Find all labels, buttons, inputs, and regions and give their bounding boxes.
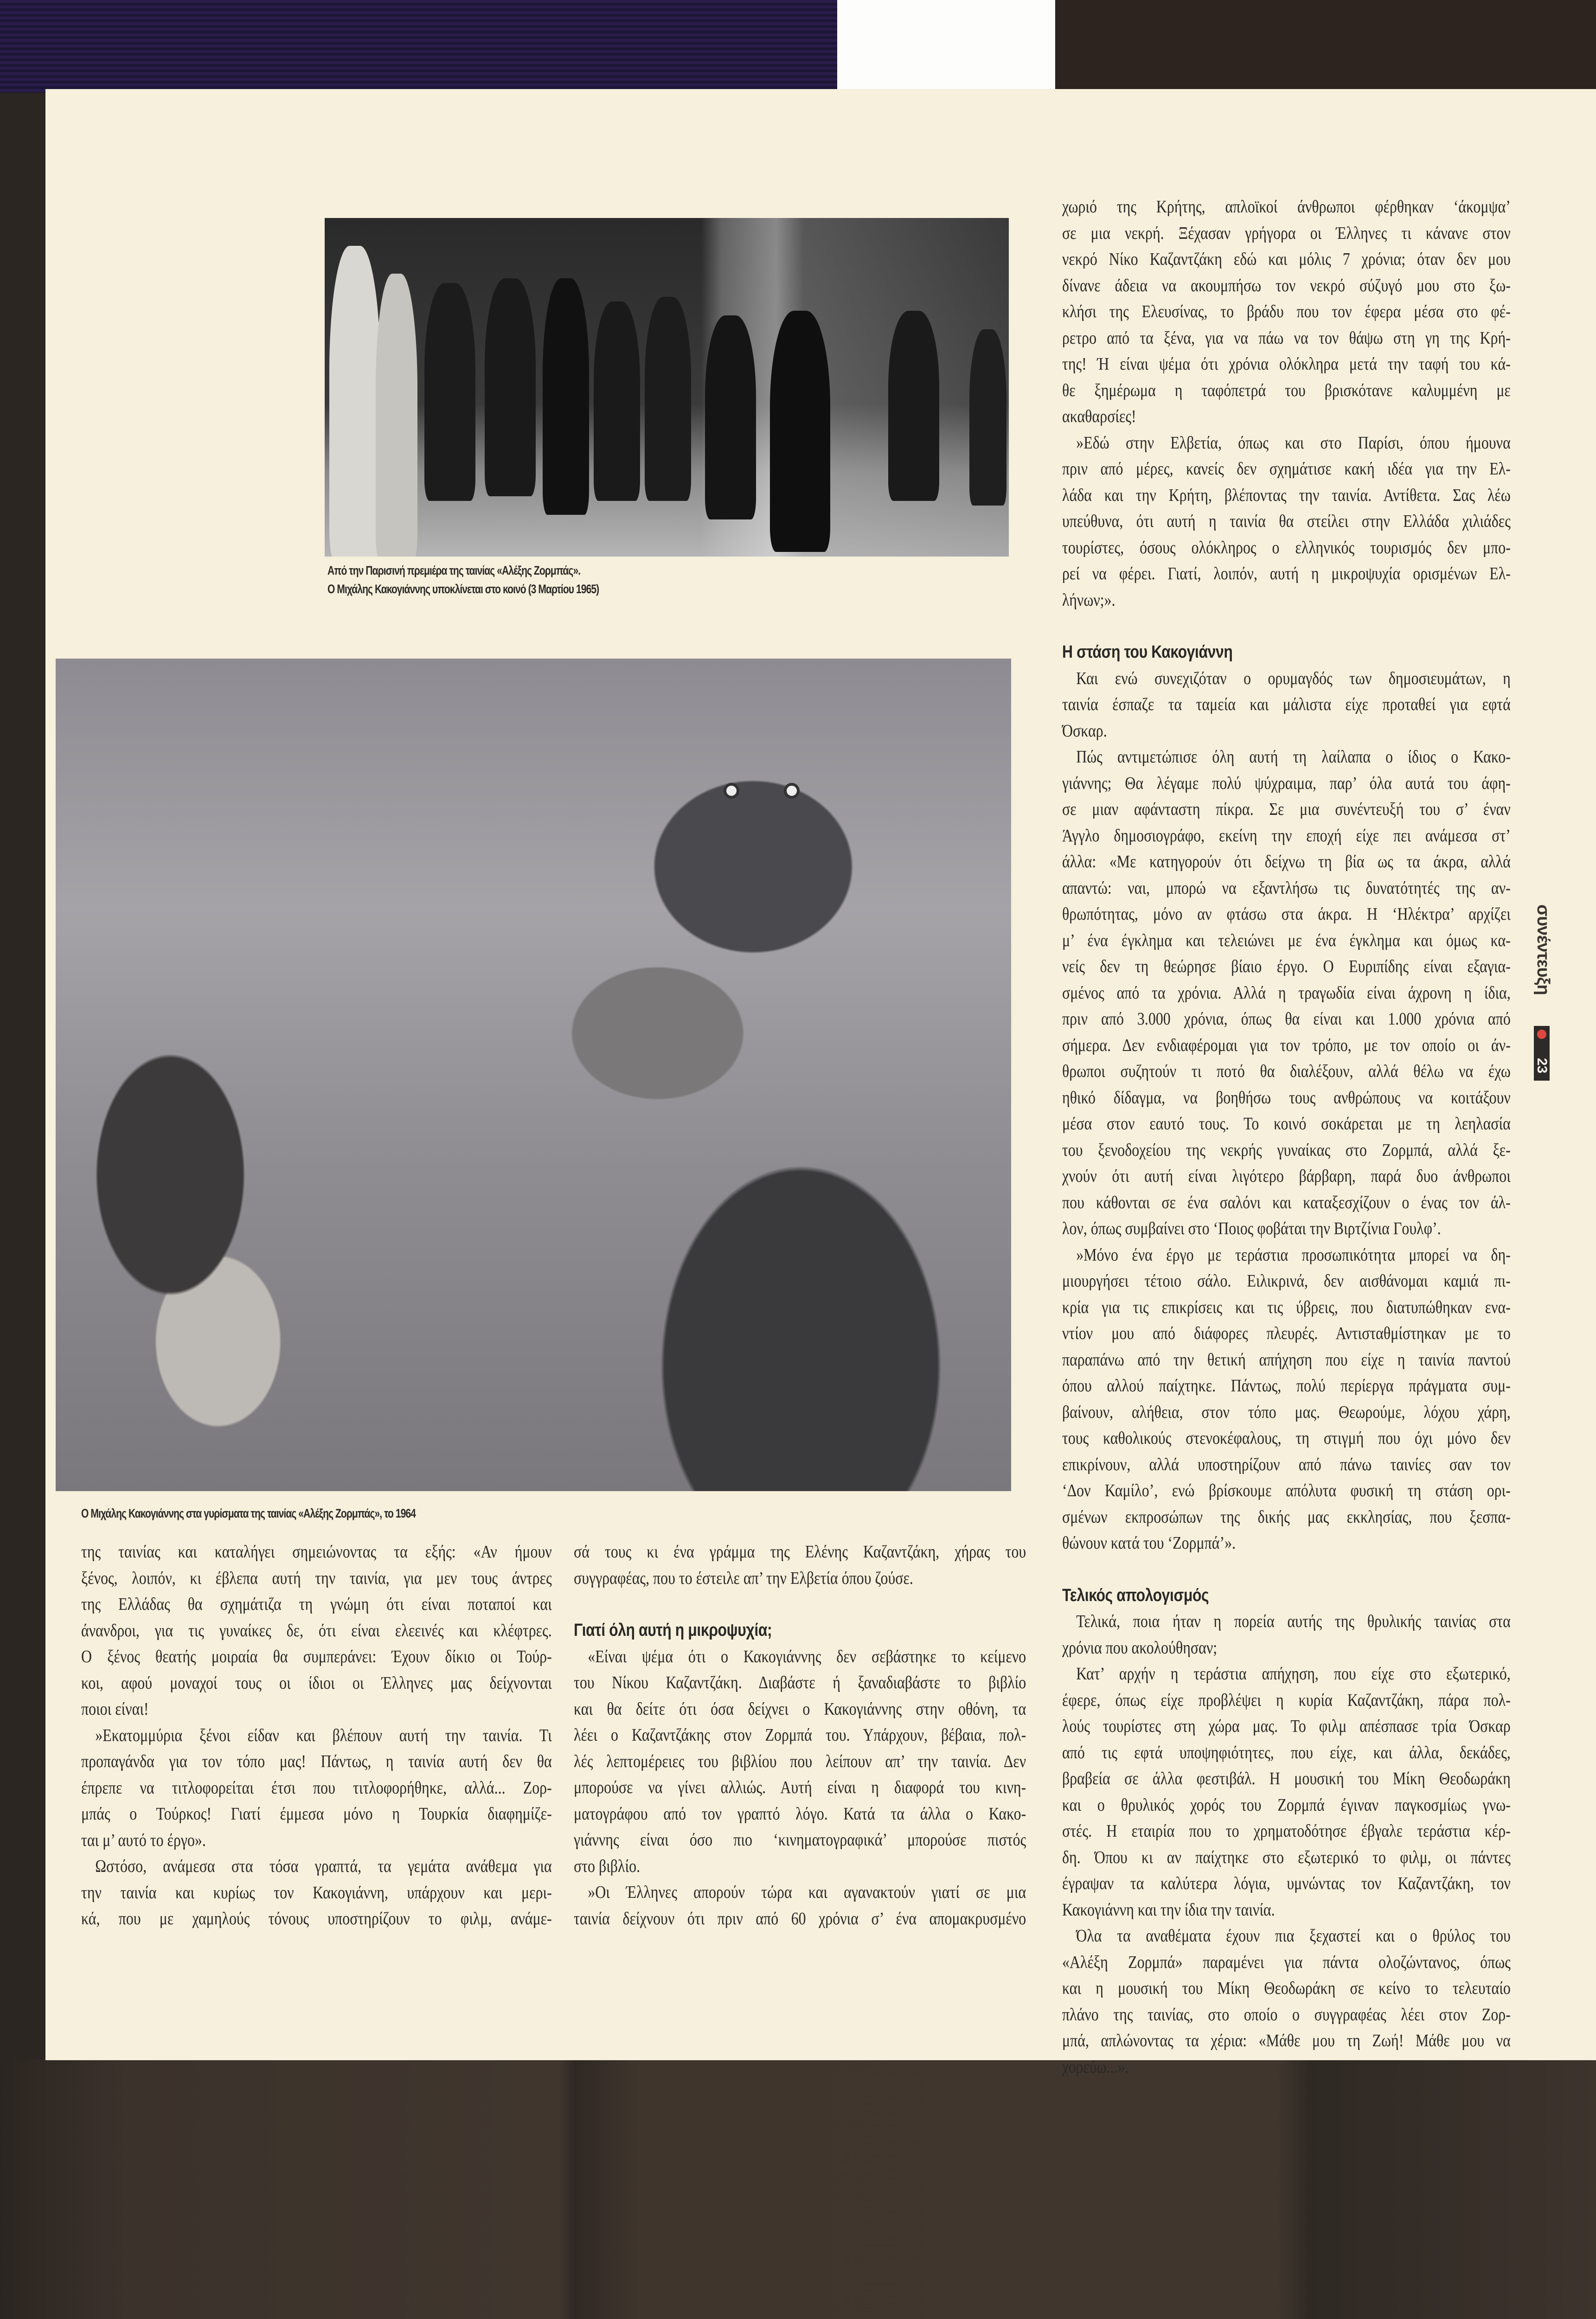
scan-background-left — [0, 93, 45, 2319]
text-line: Όσκαρ. — [1062, 721, 1107, 741]
text-line: στές. Η εταιρία που το χρηματοδότησε έβγαλε τεράστια κέρ- — [1062, 1821, 1511, 1841]
text-line: της ταινίας και καταλήγει σημειώνοντας τα εξής: «Αν ήμουν — [81, 1542, 552, 1562]
text-line: όπου αλλού παίχτηκε. Πάντως, πολύ περίεργα πράγματα συμ- — [1062, 1376, 1511, 1396]
text-line: επικρίνουν, αλλά υποστηρίζουν από πάνω ταινίες σαν τον — [1062, 1454, 1511, 1474]
text-line: Ο ξένος θεατής μοιραία θα συμπεράνει: Έχουν δίκιο οι Τούρ- — [81, 1647, 552, 1666]
text-line: λήνων;». — [1062, 590, 1115, 610]
text-line: τουρίστες, όσους ολόκληρος ο ελληνικός τουρισμός δεν μπο- — [1062, 538, 1511, 557]
text-line: τους καθολικούς στενοκέφαλους, τη στιγμή που όχι μόνο δεν — [1062, 1429, 1511, 1448]
text-line: έγραψαν τα καλύτερα λόγια, υμνώντας τον Καζαντζάκη, τον — [1062, 1874, 1511, 1893]
section-heading-kakogiannis-stance: Η στάση του Κακογιάννη — [1062, 642, 1233, 662]
text-line: ντίον μου από διάφορες πλευρές. Αντισταθμίστηκαν με το — [1062, 1324, 1511, 1343]
text-line: γιάννης είναι όσο πιο ‘κινηματογραφικά’ μπορούσε πιστός — [574, 1830, 1026, 1850]
text-line: θρωποι συζητούν τι ποτό θα διαλέξουν, αλλά θέλω να έχω — [1062, 1062, 1511, 1081]
text-line: του ξενοδοχείου της νεκρής γυναίκας στο Ζορμπά, αλλά ξε- — [1062, 1140, 1511, 1160]
text-line: της! Ή είναι ψέμα ότι χρόνια ολόκληρα μετά την ταφή του κά- — [1062, 354, 1511, 374]
text-line: χορεύω...». — [1062, 2057, 1129, 2077]
photo-hat-eyelet — [724, 783, 739, 799]
photo-figure-dancer — [485, 278, 536, 496]
text-line: Πώς αντιμετώπισε όλη αυτή τη λαίλαπα ο ίδιος ο Κακο- — [1076, 747, 1511, 767]
scan-background-top-right — [1055, 0, 1596, 93]
premiere-photo-caption-line-2: Ο Μιχάλης Κακογιάννης υποκλίνεται στο κοινό (3 Μαρτίου 1965) — [327, 582, 599, 596]
scan-background-top-middle — [837, 0, 1055, 93]
photo-figure-woman — [376, 274, 417, 557]
text-line: πριν από μέρες, κανείς δεν σχημάτισε κακή ιδέα για την Ελ- — [1062, 459, 1511, 479]
text-line: Άγγλο δημοσιογράφο, εκείνη την εποχή είχε πει ανάμεσα στ’ — [1062, 826, 1511, 846]
text-line: νείς δεν τη θεώρησε βίαιο έργο. Ο Ευριπίδης είναι εξαγια- — [1062, 957, 1511, 976]
text-line: σε μιαν αφάνταστη πίκρα. Σε μια συνέντευξή του σ’ έναν — [1062, 800, 1511, 819]
photo-figure-dancer — [424, 283, 475, 501]
photo-figure-woman — [329, 246, 380, 557]
text-line: ματογράφου από τον γραπτό λόγο. Κατά τα άλλα ο Κακο- — [574, 1804, 1026, 1824]
text-line: ταινία δείχνουν ότι πριν από 60 χρόνια σ’ ένα απομακρυσμένο — [574, 1909, 1026, 1928]
text-line: στο βιβλίο. — [574, 1856, 641, 1876]
text-line: λάδα και την Κρήτη, βλέποντας την ταινία. Αντίθετα. Σας λέω — [1062, 485, 1511, 505]
text-line: που κάθονται σε ένα σαλόνι και καταξεσχίζουν ο ένας τον άλ- — [1062, 1192, 1511, 1212]
text-line: ρετρο από τα ξένα, για να πάω να τον θάψω στη γη της Κρή- — [1062, 328, 1511, 348]
text-line: δη. Όπου κι αν παίχτηκε στο εξωτερικό το φιλμ, οι πάντες — [1062, 1847, 1511, 1867]
text-line: νεκρό Νίκο Καζαντζάκη εδώ και μόλις 7 χρόνια; όταν δεν μου — [1062, 250, 1511, 269]
text-line: και η μουσική του Μίκη Θεοδωράκη σε κείνο το τελευταίο — [1062, 1979, 1511, 1998]
text-line: «Είναι ψέμα ότι ο Κακογιάννης δεν σεβάστηκε το κείμενο — [588, 1646, 1026, 1666]
text-line: συγγραφέας, που το έστειλε απ’ την Ελβετία όπου ζούσε. — [574, 1568, 913, 1588]
text-line: μ’ ένα έγκλημα και τελειώνει με ένα έγκλημα και όμως κα- — [1062, 930, 1511, 950]
text-line: θρωπότητας, μόνο αν φτάσω στα άκρα. Η ‘Ηλέκτρα’ αρχίζει — [1062, 904, 1511, 924]
text-line: »Οι Έλληνες απορούν τώρα και αγανακτούν γιατί σε μια — [588, 1883, 1026, 1902]
scan-background-top-left — [0, 0, 837, 93]
text-line: σμένων εκπροσώπων της δικής μας εκκλησίας, που ξεσπα- — [1062, 1507, 1511, 1527]
section-heading-pettiness: Γιατί όλη αυτή η μικροψυχία; — [574, 1621, 772, 1640]
section-label: συνέντευξη — [1533, 904, 1553, 995]
text-line: »Εκατομμύρια ξένοι είδαν και βλέπουν αυτή την ταινία. Τι — [95, 1725, 552, 1745]
text-line: λέει ο Καζαντζάκης στον Ζορμπά του. Υπάρχουν, βέβαια, πολ- — [574, 1725, 1026, 1745]
photo-figure-dancer — [645, 297, 691, 501]
text-line: της Ελλάδας θα σχημάτιζα τη γνώμη ότι είναι ποταποί και — [81, 1595, 552, 1614]
text-line: σμένος από τα χρόνια. Αλλά η τραγωδία είναι άχρονη η ίδια, — [1062, 983, 1511, 1003]
text-line: ταινία έσπαζε τα ταμεία και μάλιστα είχε προταθεί για εφτά — [1062, 695, 1511, 714]
text-line: ηθικό δίδαγμα, να βοηθήσω τους ανθρώπους να κοιτάξουν — [1062, 1088, 1511, 1108]
text-line: σήμερα. Δεν ενδιαφέρομαι για τον τρόπο, με τον οποίο οι άν- — [1062, 1035, 1511, 1055]
text-line: δίνανε άδεια να ακουμπήσω τον νεκρό σύζυγό μου στο ξω- — [1062, 275, 1511, 295]
text-line: υπεύθυνα, ότι αυτή η ταινία θα στείλει στην Ελλάδα χιλιάδες — [1062, 512, 1511, 531]
text-line: ‘Δον Καμίλο’, ενώ βρίσκουμε απόλυτα φυσική τη στάση ορι- — [1062, 1481, 1511, 1500]
premiere-photo-caption-line-1: Από την Παρισινή πρεμιέρα της ταινίας «Αλέξης Ζορμπάς». — [327, 564, 581, 577]
text-line: κρία για τις επικρίσεις και τις ύβρεις, που διατυπώθηκαν ενα- — [1062, 1297, 1511, 1317]
text-line: την ταινία και κυρίως τον Κακογιάννη, υπάρχουν και μερι- — [81, 1883, 552, 1903]
scan-background-bottom — [0, 2059, 1596, 2319]
text-line: λές λεπτομέρειες του βιβλίου που λείπουν απ’ την ταινία. Δεν — [574, 1751, 1026, 1771]
text-line: πριν από 3.000 χρόνια, όπως θα είναι και 1.000 χρόνια από — [1062, 1009, 1511, 1029]
text-line: πλάνο της ταινίας, στο οποίο ο συγγραφέας λέει στον Ζορ- — [1062, 2005, 1511, 2024]
photo-figure-man — [543, 278, 589, 515]
photo-figure-dancer — [969, 329, 1006, 506]
text-line: ακαθαρσίες! — [1062, 407, 1136, 426]
text-line: μπά, απλώνοντας τα χέρια: «Μάθε μου τη Ζωή! Μάθε μου να — [1062, 2031, 1511, 2050]
text-line: ξένος, λοιπόν, κι έβλεπα αυτή την ταινία, για μεν τους άντρες — [81, 1568, 552, 1588]
page-number-box — [1534, 1026, 1550, 1081]
photo-hat-eyelet — [784, 783, 800, 799]
text-line: από τις εφτά υποψηφιότητες, που είχε, και άλλα, δεκάδες, — [1062, 1742, 1511, 1762]
text-line: Κακογιάννη και την ίδια την ταινία. — [1062, 1900, 1275, 1920]
red-dot-icon — [1537, 1030, 1546, 1039]
text-line: απαντώ: ναι, μπορώ να εξαντλήσω τις δυνατότητές της αν- — [1062, 878, 1511, 898]
photo-figure-man — [705, 315, 756, 519]
text-line: προπαγάνδα για τον τόπο μας! Πάντως, η ταινία αυτή δεν θα — [81, 1752, 552, 1771]
text-line: ρεί να φέρει. Γιατί, λοιπόν, αυτή η μικροψυχία ορισμένων Ελ- — [1062, 564, 1511, 583]
text-line: έφερε, όπως είχε προβλέψει η κυρία Καζαντζάκη, πάρα πολ- — [1062, 1690, 1511, 1710]
text-line: μέσα στον εαυτό τους. Το κοινό σοκάρεται με τη λεηλασία — [1062, 1114, 1511, 1134]
text-line: «Αλέξη Ζορμπά» παραμένει για πάντα ολοζώντανος, όπως — [1062, 1952, 1511, 1972]
text-line: και θα δείτε ότι όσα δείχνει ο Κακογιάννης στην οθόνη, τα — [574, 1699, 1026, 1719]
text-line: ται μ’ αυτό το έργο». — [81, 1830, 206, 1850]
page-number: 23 — [1534, 1058, 1550, 1074]
text-line: γιάννης; Θα λέγαμε πολύ ψύχραιμα, παρ’ όλα αυτά του άφη- — [1062, 773, 1511, 793]
text-line: σε μια νεκρή. Ξέχασαν γρήγορα οι Έλληνες τι κάνανε στον — [1062, 223, 1511, 243]
text-line: μπάς ο Τούρκος! Γιατί έμμεσα μόνο η Τουρκία διαφημίζε- — [81, 1804, 552, 1824]
text-line: μπορούσε να γίνει αλλιώς. Αυτή είναι η διαφορά του κινη- — [574, 1778, 1026, 1797]
text-line: ποιοι είναι! — [81, 1699, 149, 1719]
text-line: άνανδροι, για τις γυναίκες δε, ότι είναι ελεεινές και κλέφτρες. — [81, 1621, 552, 1640]
text-line: λον, όπως συμβαίνει στο ‘Ποιος φοβάται την Βιρτζίνια Γουλφ’. — [1062, 1219, 1441, 1238]
article-column-middle — [574, 1539, 1026, 1932]
text-line: χνούν ότι αυτή είναι λιγότερο βάρβαρη, παρά δυο άνθρωποι — [1062, 1166, 1511, 1186]
text-line: κά, που με χαμηλούς τόνους υποστηρίζουν το φιλμ, ανάμε- — [81, 1909, 552, 1928]
text-line: λούς τουρίστες στη χώρα μας. Το φιλμ απέσπασε τρία Όσκαρ — [1062, 1717, 1511, 1736]
article-column-left — [81, 1539, 552, 1932]
text-line: άλλα: «Με κατηγορούν ότι δείχνω τη βία ως τα άκρα, αλλά — [1062, 852, 1511, 871]
text-line: βαίνουν, αλήθεια, στον τόπο μας. Θεωρούμε, λόχου χάρη, — [1062, 1402, 1511, 1422]
text-line: Όλα τα αναθέματα έχουν πια ξεχαστεί και ο θρύλος του — [1076, 1926, 1511, 1946]
text-line: Τελικά, ποια ήταν η πορεία αυτής της θρυλικής ταινίας στα — [1076, 1612, 1511, 1631]
text-line: θώνουν κατά του ‘Ζορμπά’». — [1062, 1533, 1236, 1553]
text-line: θε ξημέρωμα η ταφόπετρά του βρισκότανε καλυμμένη με — [1062, 380, 1511, 400]
text-line: Κατ’ αρχήν η τεράστια απήχηση, που είχε στο εξωτερικό, — [1076, 1664, 1511, 1684]
photo-figure-dancer — [594, 301, 640, 501]
text-line: έπρεπε να τιτλοφορείται έτσι που τιτλοφορήθηκε, αλλά... Ζορ- — [81, 1778, 552, 1798]
text-line: κοι, αφού μοναχοί τους οι ίδιοι οι Έλληνες μας δείχνονται — [81, 1673, 552, 1693]
premiere-photo — [325, 218, 1009, 557]
text-line: μιουργήσει τέτοιο σάλο. Ειλικρινά, δεν αισθάνομαι καμιά πι- — [1062, 1271, 1511, 1291]
text-line: χρόνια που ακολούθησαν; — [1062, 1638, 1218, 1658]
text-line: παραπάνω από την θετική απήχηση που είχε η ταινία παντού — [1062, 1350, 1511, 1370]
text-line: βραβεία σε άλλα φεστιβάλ. Η μουσική του Μίκη Θεοδωράκη — [1062, 1769, 1511, 1788]
article-column-right — [1062, 194, 1511, 2080]
photo-figure-director — [770, 311, 830, 552]
filming-photo — [56, 659, 1011, 1491]
text-line: Και ενώ συνεχιζόταν ο ορυμαγδός των δημοσιευμάτων, η — [1076, 668, 1511, 688]
photo-figure-dancer — [888, 311, 939, 501]
text-line: του Νίκου Καζαντζάκη. Διαβάστε ή ξαναδιαβάστε το βιβλίο — [574, 1673, 1026, 1692]
text-line: »Εδώ στην Ελβετία, όπως και στο Παρίσι, όπου ήμουνα — [1076, 433, 1511, 453]
section-side-tab — [1533, 904, 1551, 1090]
text-line: και ο θρυλικός χορός του Ζορμπά έγιναν παγκοσμίως γνω- — [1062, 1795, 1511, 1815]
section-heading-final-assessment: Τελικός απολογισμός — [1062, 1585, 1209, 1605]
text-line: σά τους κι ένα γράμμα της Ελένης Καζαντζάκη, χήρας του — [574, 1542, 1026, 1562]
text-line: »Μόνο ένα έργο με τεράστια προσωπικότητα μπορεί να δη- — [1076, 1245, 1511, 1265]
text-line: Ωστόσο, ανάμεσα στα τόσα γραπτά, τα γεμάτα ανάθεμα για — [95, 1857, 552, 1876]
filming-photo-caption: Ο Μιχάλης Κακογιάννης στα γυρίσματα της ταινίας «Αλέξης Ζορμπάς», το 1964 — [81, 1506, 416, 1520]
text-line: χωριό της Κρήτης, απλοϊκοί άνθρωποι φέρθηκαν ‘άκομψα’ — [1062, 197, 1511, 217]
text-line: κλήσι της Ελευσίνας, το βράδυ που τον έφερα μέσα στο φέ- — [1062, 302, 1511, 321]
